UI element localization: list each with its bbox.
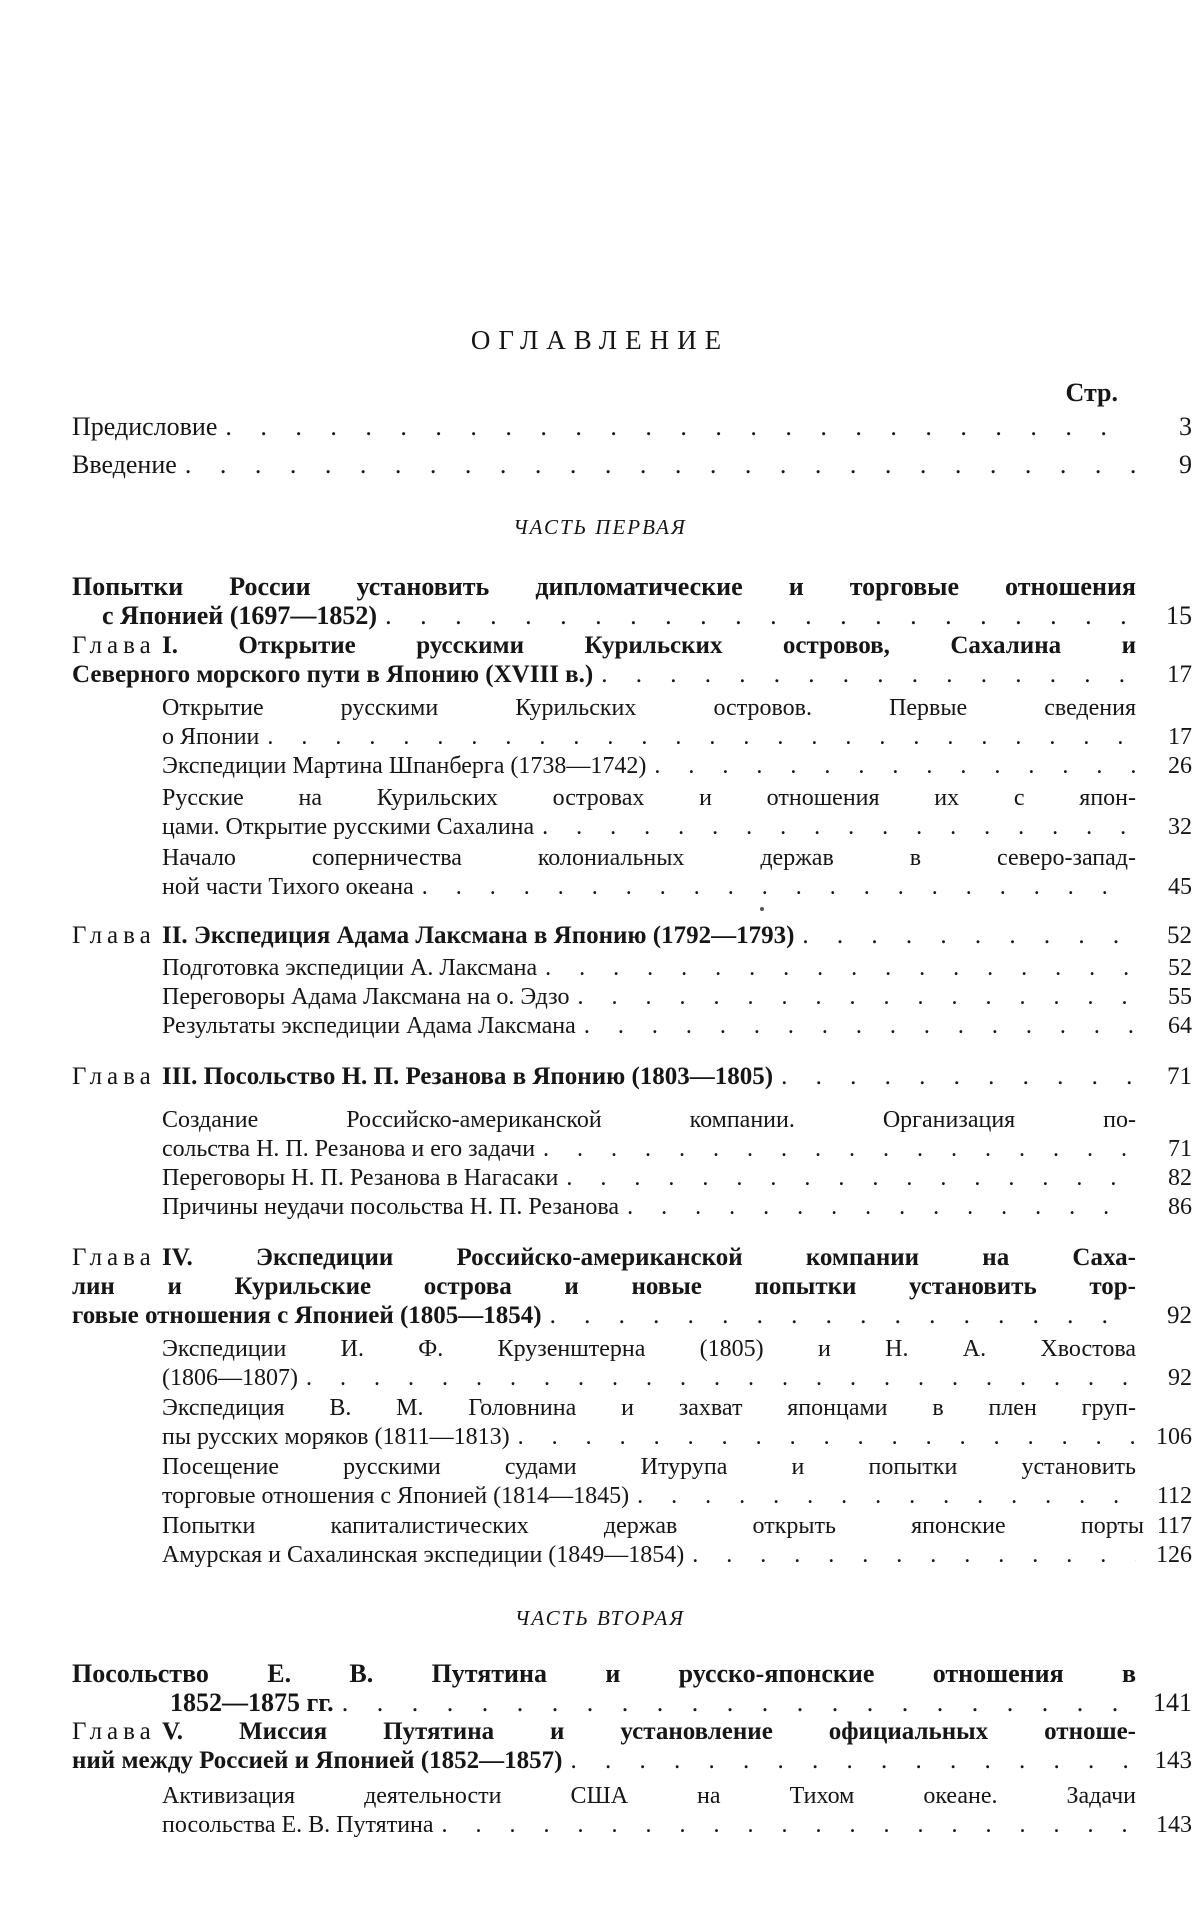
page-number: 92 [1168, 1365, 1192, 1391]
page-number: 17 [1167, 661, 1192, 688]
page-number: 141 [1153, 1688, 1192, 1717]
entry-line: Попытки России установить дипломатические и торговые отношения [72, 572, 1136, 601]
entry-line: о Японии [162, 724, 260, 750]
page-number: 71 [1167, 1063, 1192, 1090]
entry-line: IV. Экспедиции Российско-американской компании на Саха- [161, 1244, 1136, 1271]
entry-line: Экспедиция В. М. Головнина и захват японцами в плен груп- [162, 1395, 1136, 1421]
page-number: 32 [1168, 814, 1192, 840]
page-number: 143 [1156, 1812, 1192, 1838]
chapter-5 [72, 1718, 1192, 1776]
chapter-1 [72, 632, 1192, 690]
entry-line: 1852—1875 гг. [170, 1688, 334, 1717]
chapter-prefix: Глава [72, 1063, 156, 1090]
chapter-2 [72, 922, 1192, 951]
subsection-item [162, 1336, 1192, 1394]
subsection-item [162, 1165, 1192, 1194]
entry-line: V. Миссия Путятина и установление официальных отноше- [161, 1718, 1136, 1745]
entry-line: Начало соперничества колониальных держав в северо-запад- [162, 845, 1136, 871]
entry-line: Русские на Курильских островах и отношения их с япон- [162, 785, 1136, 811]
entry-line: цами. Открытие русскими Сахалина [162, 814, 535, 840]
chapter-prefix: Глава [72, 922, 156, 949]
entry-line: Северного морского пути в Японию (XVIII в.) [72, 661, 594, 688]
entry-line: Активизация деятельности США на Тихом океане. Задачи [162, 1783, 1136, 1809]
part-heading [72, 1659, 1192, 1717]
page-number: 45 [1168, 874, 1192, 900]
entry-line: торговые отношения с Японией (1814—1845) [162, 1483, 630, 1509]
part-heading [72, 572, 1192, 630]
page-number: 52 [1168, 955, 1192, 981]
entry-line: пы русских моряков (1811—1813) [162, 1424, 510, 1450]
chapter-prefix: Глава [72, 1244, 156, 1271]
page-column-label: Стр. [1065, 378, 1118, 407]
print-speck [760, 907, 764, 911]
chapter-4 [72, 1244, 1192, 1331]
subsection-item [162, 695, 1192, 753]
page-number: 92 [1167, 1302, 1192, 1329]
entry-line: (1806—1807) [162, 1365, 298, 1391]
toc-title: ОГЛАВЛЕНИЕ [470, 325, 730, 355]
page-number: 52 [1167, 922, 1192, 949]
subsection-item [162, 1107, 1192, 1165]
chapter-3 [72, 1063, 1192, 1092]
entry-line: Экспедиции Мартина Шпанберга (1738—1742) [162, 753, 647, 779]
entry-line: лин и Курильские острова и новые попытки установить тор- [72, 1273, 1136, 1300]
entry-line: Посещение русскими судами Итурупа и попытки установить [162, 1454, 1136, 1480]
entry-line: Результаты экспедиции Адама Лаксмана [162, 1013, 576, 1039]
entry-line: Создание Российско-американской компании. Организация по- [162, 1107, 1136, 1133]
entry-line: говые отношения с Японией (1805—1854) [72, 1302, 542, 1329]
subsection-item [162, 1194, 1192, 1223]
entry-line: посольства Е. В. Путятина [162, 1812, 434, 1838]
subsection-item [162, 1013, 1192, 1042]
chapter-prefix: Глава [72, 1718, 156, 1745]
entry-line: Подготовка экспедиции А. Лаксмана [162, 955, 538, 981]
entry-line: Открытие русскими Курильских островов. Первые сведения [162, 695, 1136, 721]
entry-line: сольства Н. П. Резанова и его задачи [162, 1136, 536, 1162]
entry-line: I. Открытие русскими Курильских островов, Сахалина и [161, 632, 1136, 659]
page-number: 3 [1179, 412, 1192, 441]
entry-line: Амурская и Сахалинская экспедиции (1849—1854) [162, 1542, 685, 1568]
subsection-item [162, 1454, 1192, 1512]
subsection-item [162, 753, 1192, 782]
subsection-item [162, 785, 1192, 843]
subsection-item [162, 1542, 1192, 1571]
page-number: 82 [1168, 1165, 1192, 1191]
page-number: 26 [1168, 753, 1192, 779]
subsection-item [162, 955, 1192, 984]
page-number: 15 [1166, 601, 1192, 630]
page-number: 55 [1168, 984, 1192, 1010]
entry-line: ной части Тихого океана [162, 874, 414, 900]
part-label: ЧАСТЬ ВТОРАЯ [514, 1606, 686, 1630]
page-number: 71 [1168, 1136, 1192, 1162]
page-number: 64 [1168, 1013, 1192, 1039]
toc-entry-introduction [72, 450, 1192, 479]
entry-line: Посольство Е. В. Путятина и русско-японские отношения в [72, 1659, 1136, 1688]
subsection-item [162, 1783, 1192, 1841]
entry-line: Причины неудачи посольства Н. П. Резанова [162, 1194, 620, 1220]
entry-line: Попытки капиталистических держав открыть японские порты [162, 1513, 1144, 1539]
entry-line: Экспедиции И. Ф. Крузенштерна (1805) и Н. А. Хвостова [162, 1336, 1136, 1362]
entry-line: ний между Россией и Японией (1852—1857) [72, 1747, 563, 1774]
entry-line: Переговоры Н. П. Резанова в Нагасаки [162, 1165, 559, 1191]
entry-line: с Японией (1697—1852) [102, 601, 378, 630]
subsection-item [162, 845, 1192, 903]
entry-line: III. Посольство Н. П. Резанова в Японию (1803—1805) [161, 1063, 774, 1090]
entry-title: Введение [72, 450, 177, 479]
page-number: 106 [1156, 1424, 1192, 1450]
subsection-item [162, 984, 1192, 1013]
page-number: 9 [1179, 450, 1192, 479]
chapter-prefix: Глава [72, 632, 156, 659]
toc-entry-preface [72, 412, 1192, 441]
entry-line: Переговоры Адама Лаксмана на о. Эдзо [162, 984, 570, 1010]
subsection-item [162, 1513, 1192, 1542]
entry-title: Предисловие [72, 412, 218, 441]
page-number: 143 [1154, 1747, 1192, 1774]
page-number: 117 [1156, 1513, 1192, 1539]
entry-line: II. Экспедиция Адама Лаксмана в Японию (1792—1793) [161, 922, 795, 949]
part-label: ЧАСТЬ ПЕРВАЯ [513, 515, 687, 539]
page-number: 126 [1156, 1542, 1192, 1568]
subsection-item [162, 1395, 1192, 1453]
page-number: 112 [1156, 1483, 1192, 1509]
page-number: 17 [1168, 724, 1192, 750]
page-number: 86 [1168, 1194, 1192, 1220]
